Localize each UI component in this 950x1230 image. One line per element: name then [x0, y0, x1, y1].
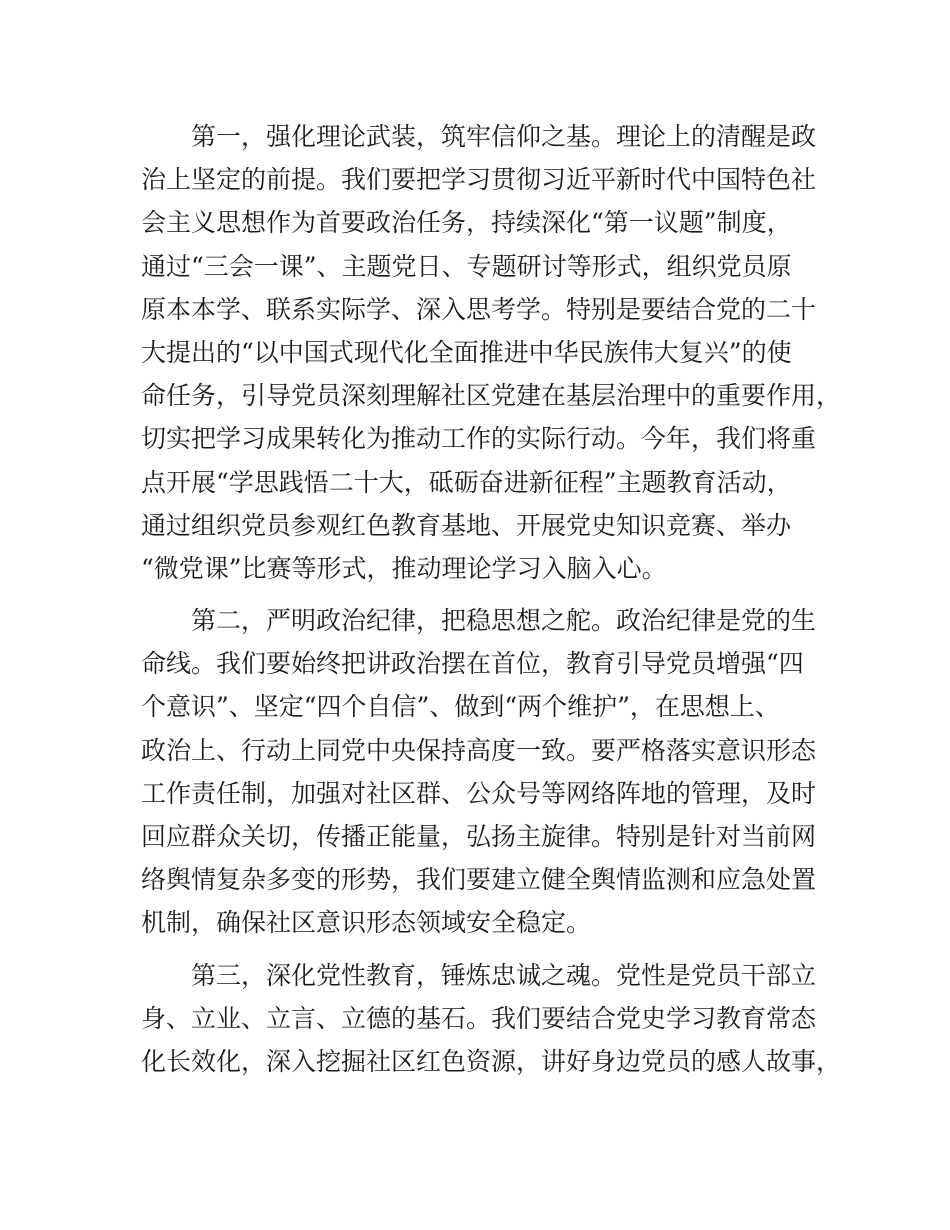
text-line: 工作责任制，加强对社区群、公众号等网络阵地的管理，及时	[141, 778, 817, 808]
text-line: 第一，强化理论武装，筑牢信仰之基。理论上的清醒是政	[141, 122, 817, 151]
text-line: 命线。我们要始终把讲政治摆在首位，教育引导党员增强“四	[141, 649, 804, 679]
text-line: 点开展“学思践悟二十大，砥砺奋进新征程”主题教育活动，	[141, 467, 792, 497]
text-line: 原本本学、联系实际学、深入思考学。特别是要结合党的二十	[141, 294, 817, 324]
text-line: 命任务，引导党员深刻理解社区党建在基层治理中的重要作用，	[141, 381, 842, 411]
text-line: 政治上、行动上同党中央保持高度一致。要严格落实意识形态	[141, 735, 817, 765]
text-line: 回应群众关切，传播正能量，弘扬主旋律。特别是针对当前网	[141, 822, 817, 851]
text-line: 切实把学习成果转化为推动工作的实际行动。今年，我们将重	[141, 424, 817, 454]
text-line: “微党课”比赛等形式，推动理论学习入脑入心。	[141, 553, 667, 583]
text-line: 会主义思想作为首要政治任务，持续深化“第一议题”制度，	[141, 208, 792, 238]
text-line: 第二，严明政治纪律，把稳思想之舵。政治纪律是党的生	[141, 606, 817, 636]
paragraph-1	[141, 115, 842, 590]
text-line: 化长效化，深入挖掘社区红色资源，讲好身边党员的感人故事，	[141, 1046, 842, 1076]
text-line: 通过组织党员参观红色教育基地、开展党史知识竞赛、举办	[141, 510, 792, 540]
text-line: 身、立业、立言、立德的基石。我们要结合党史学习教育常态	[141, 1003, 817, 1033]
document-body	[141, 115, 842, 1083]
text-line: 络舆情复杂多变的形势，我们要建立健全舆情监测和应急处置	[141, 865, 817, 895]
paragraph-2	[141, 599, 821, 945]
text-line: 机制，确保社区意识形态领域安全稳定。	[141, 908, 592, 938]
paragraph-3	[141, 954, 842, 1084]
text-line: 大提出的“以中国式现代化全面推进中华民族伟大复兴”的使	[141, 337, 792, 367]
text-line: 通过“三会一课”、主题党日、专题研讨等形式，组织党员原	[141, 251, 792, 281]
text-line: 第三，深化党性教育，锤炼忠诚之魂。党性是党员干部立	[141, 960, 817, 990]
text-line: 个意识”、坚定“四个自信”、做到“两个维护”，在思想上、	[141, 692, 780, 722]
text-line: 治上坚定的前提。我们要把学习贯彻习近平新时代中国特色社	[141, 165, 817, 195]
